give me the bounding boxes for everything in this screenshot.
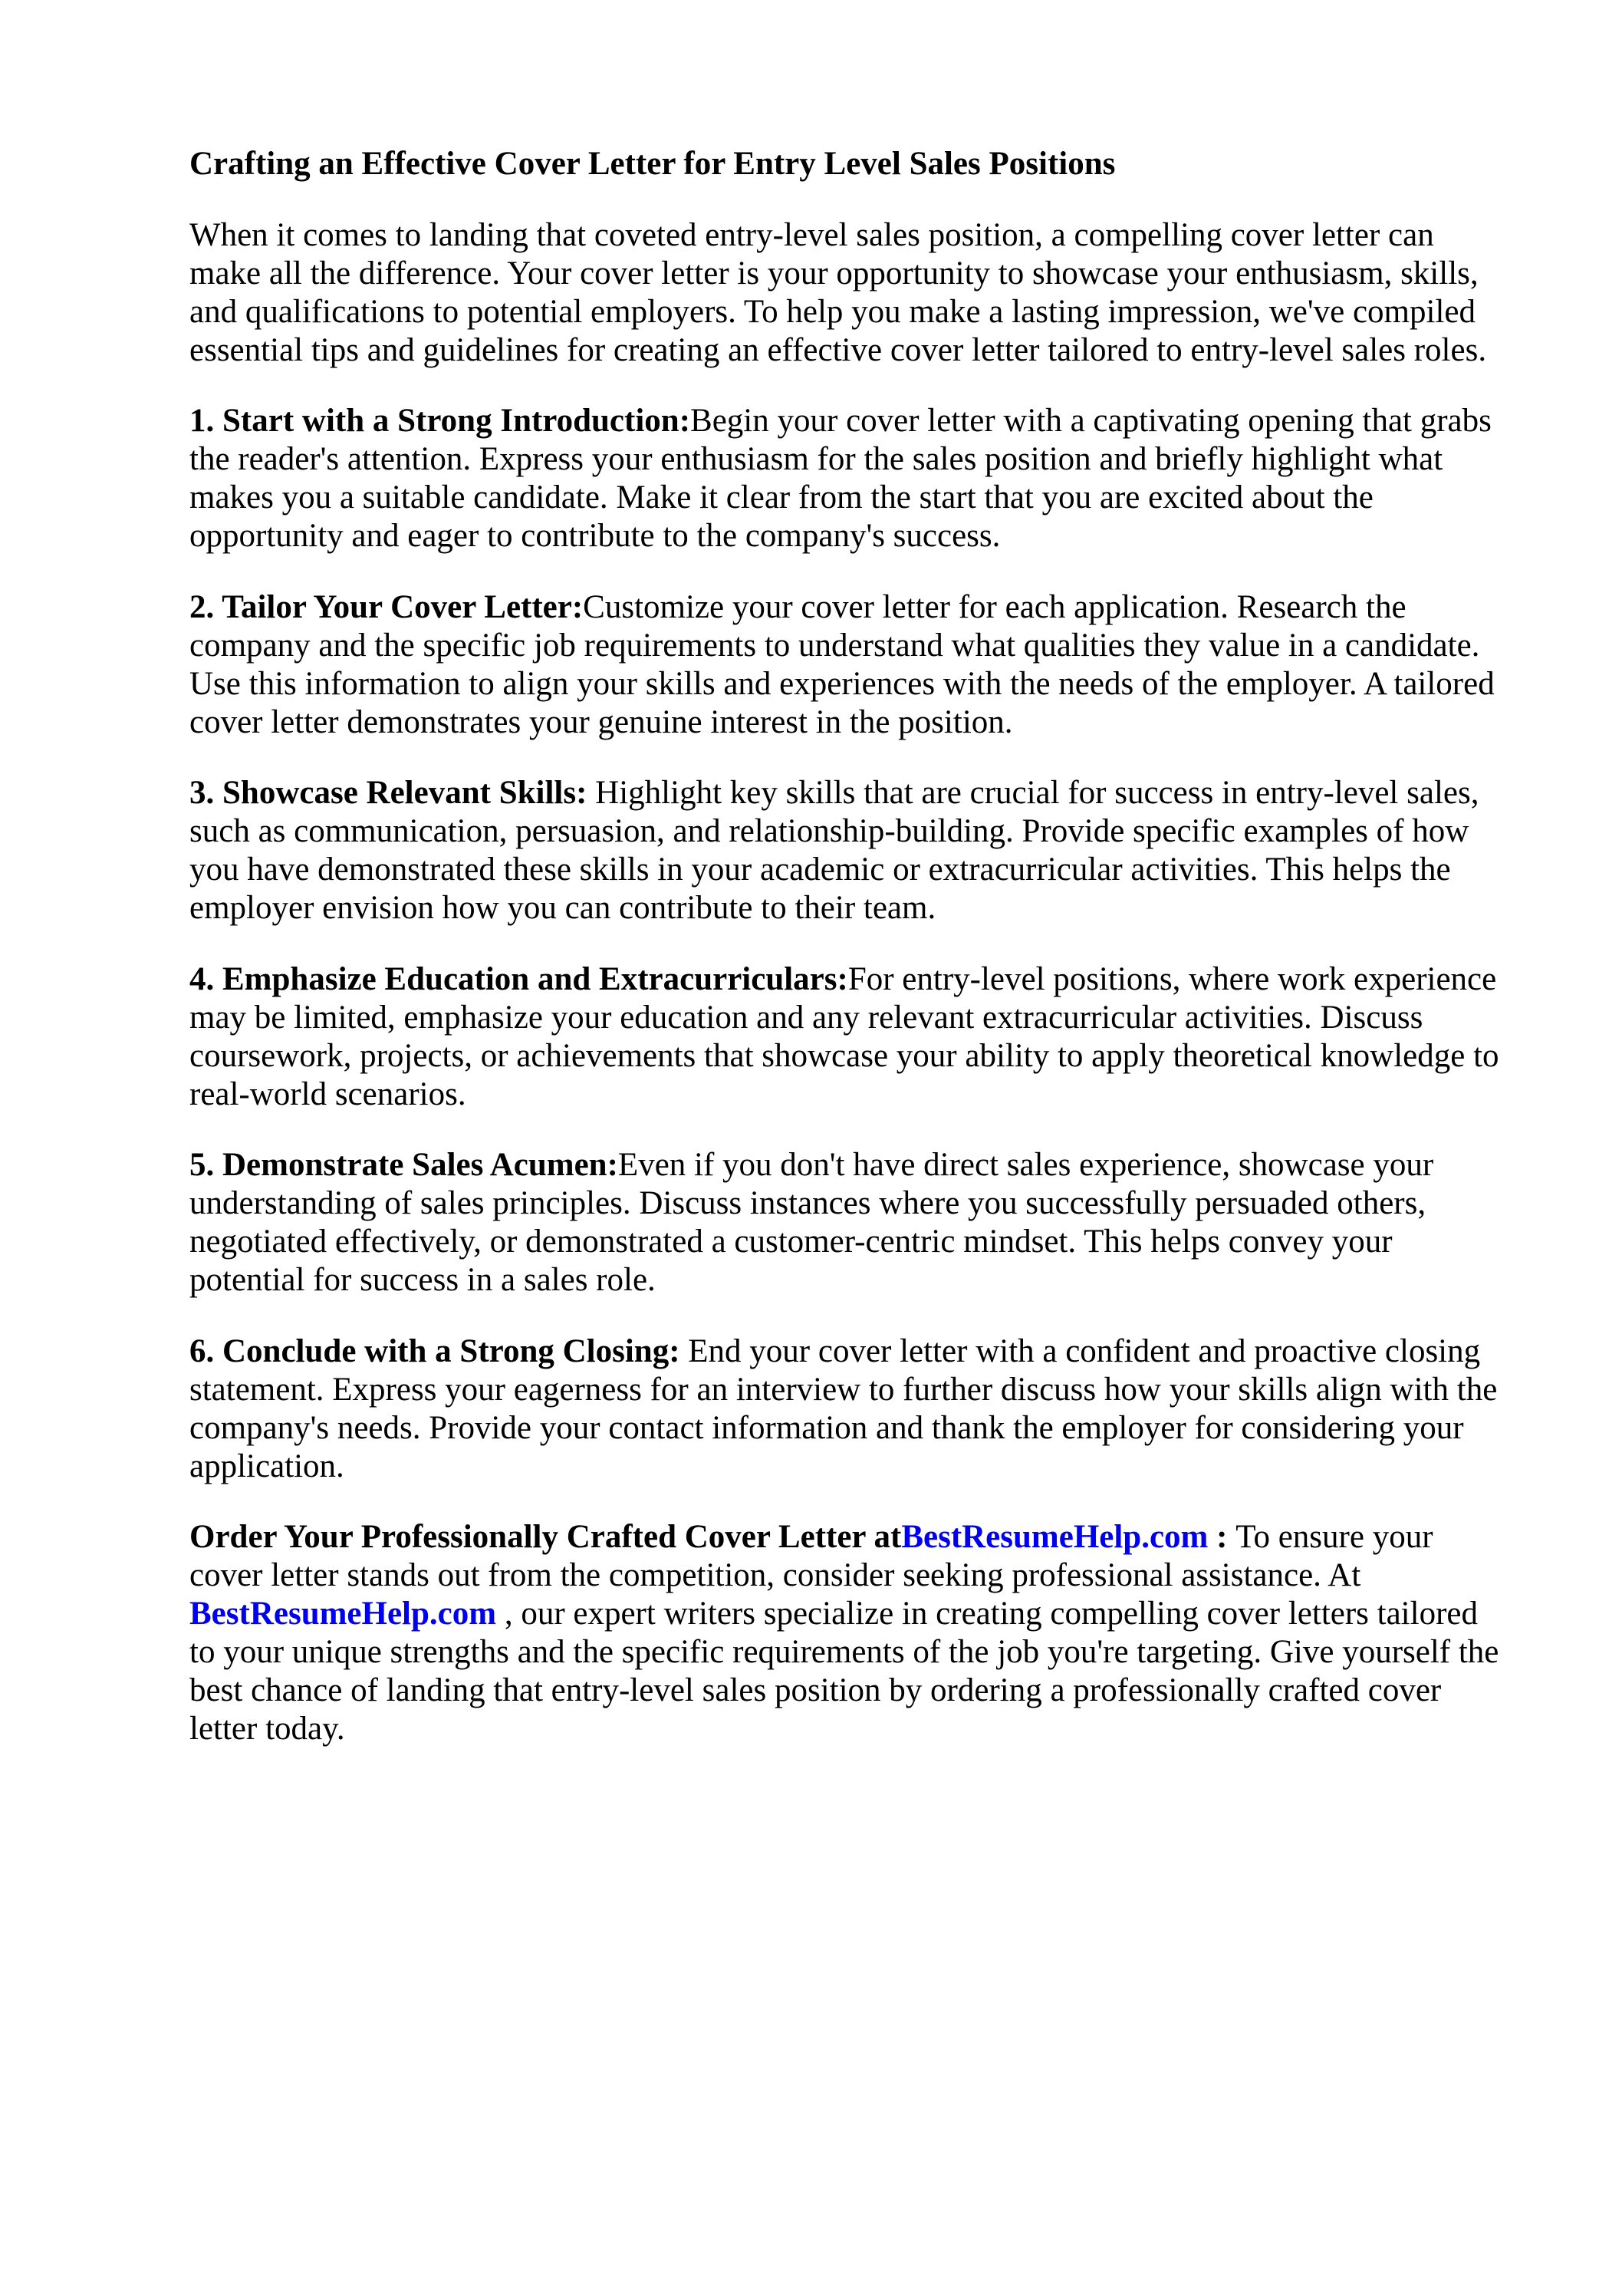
section-paragraph-1 [189, 402, 1505, 555]
section-body-3: Highlight key skills that are crucial for success in entry-level sales, such as communication, persuasion, and relationship-building. Provide specific examples of how you have demonstrated these skills in your academic or extracurricular activities. This helps the employer envision how you can contribute to their team. [189, 775, 1479, 926]
section-paragraph-4 [189, 960, 1505, 1114]
closing-colon: : [1208, 1519, 1236, 1556]
section-body-6: End your cover letter with a confident and proactive closing statement. Express your eagerness for an interview to further discuss how your skills align with the company's needs. Provide your contact information and thank the employer for considering your application. [189, 1332, 1498, 1484]
section-paragraph-5 [189, 1146, 1505, 1300]
closing-lead: Order Your Professionally Crafted Cover Letter at [189, 1519, 902, 1556]
section-paragraph-3 [189, 774, 1505, 927]
closing-paragraph [189, 1518, 1505, 1748]
section-lead-4: 4. Emphasize Education and Extracurriculars: [189, 960, 848, 997]
closing-body-2: , our expert writers specialize in creating compelling cover letters tailored to your unique strengths and the specific requirements of the job you're targeting. Give yourself the best chance of landing that entry-level sales position by ordering a professionally crafted cover letter today. [189, 1596, 1499, 1747]
section-lead-6: 6. Conclude with a Strong Closing: [189, 1332, 680, 1369]
section-lead-5: 5. Demonstrate Sales Acumen: [189, 1147, 618, 1184]
section-lead-3: 3. Showcase Relevant Skills: [189, 775, 587, 812]
bestresumehelp-link[interactable]: BestResumeHelp.com [901, 1519, 1209, 1556]
intro-paragraph: When it comes to landing that coveted entry-level sales position, a compelling cover letter can make all the difference. Your cover letter is your opportunity to showcase your enthusiasm, skills, and qualifications to potential employers. To help you make a lasting impression, we've compiled essential tips and guidelines for creating an effective cover letter tailored to entry-level sales roles. [189, 216, 1487, 368]
closing-body-1: To ensure your cover letter stands out from the competition, consider seeking professional assistance. At [189, 1519, 1433, 1594]
section-body-1: Begin your cover letter with a captivating opening that grabs the reader's attention. Express your enthusiasm for the sales position and briefly highlight what makes you a suitable candidate. Make it clear from the start that you are excited about the opportunity and eager to contribute to the company's success. [189, 403, 1492, 554]
bestresumehelp-link-2[interactable]: BestResumeHelp.com [189, 1596, 497, 1632]
section-body-4: For entry-level positions, where work experience may be limited, emphasize your education and any relevant extracurricular activities. Discuss coursework, projects, or achievements that showcase your ability to apply theoretical knowledge to real-world scenarios. [189, 960, 1499, 1112]
section-paragraph-2 [189, 588, 1505, 742]
section-body-5: Even if you don't have direct sales experience, showcase your understanding of sales principles. Discuss instances where you successfully persuaded others, negotiated effectively, or demonstrated a customer-centric mindset. This helps convey your potential for success in a sales role. [189, 1147, 1434, 1298]
document-title: Crafting an Effective Cover Letter for Entry Level Sales Positions [189, 146, 1116, 182]
section-paragraph-6 [189, 1332, 1505, 1486]
section-body-2: Customize your cover letter for each application. Research the company and the specific job requirements to understand what qualities they value in a candidate. Use this information to align your skills and experiences with the needs of the employer. A tailored cover letter demonstrates your genuine interest in the position. [189, 588, 1495, 740]
section-lead-2: 2. Tailor Your Cover Letter: [189, 588, 584, 625]
section-lead-1: 1. Start with a Strong Introduction: [189, 403, 691, 440]
